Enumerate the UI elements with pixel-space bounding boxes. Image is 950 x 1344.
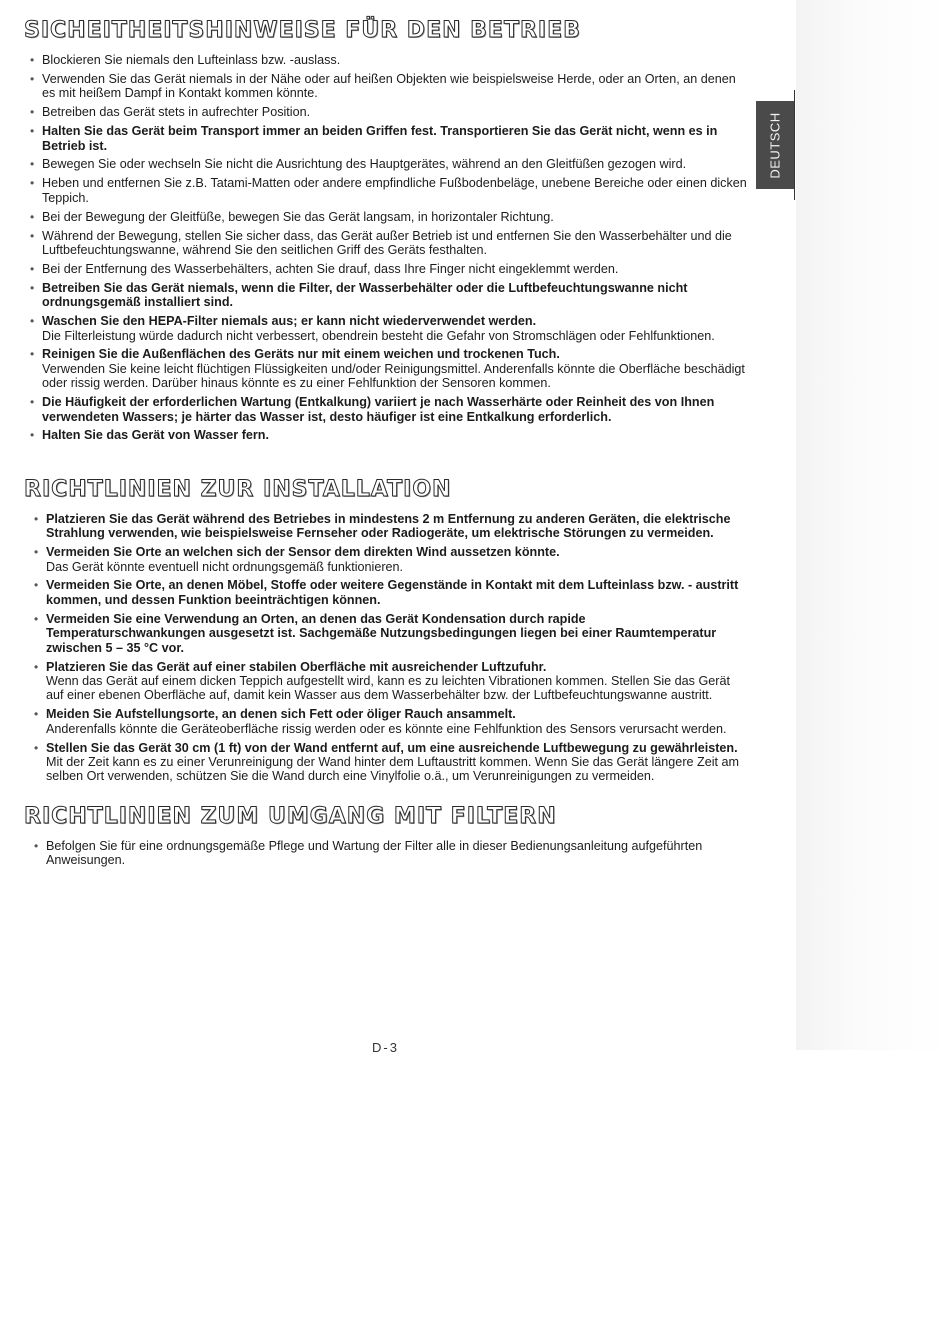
language-tab [756, 101, 794, 189]
list-betrieb [24, 53, 748, 443]
list-item [24, 262, 748, 276]
list-item [24, 124, 748, 153]
list-item-text: Verwenden Sie keine leicht flüchtigen Flüssigkeiten und/oder Reinigungsmittel. Anderenfalls könnte die Oberfläche beschädigt oder rissig werden. Darüber hinaus könnte es zu einer Fehlfunktion der Sensoren kommen. [42, 361, 745, 391]
list-item-bold-text: • Platzieren Sie das Gerät während des Betriebes in mindestens 2 m Entfernung zu anderen Geräten, die elektrische Strahlung verwenden, wie beispielsweise Fernseher oder Radiogeräte, um elektrische Störungen zu vermeiden. [46, 511, 731, 541]
list-item-text: • Heben und entfernen Sie z.B. Tatami-Matten oder andere empfindliche Fußbodenbeläge, unebene Bereiche oder einen dicken Teppich. [42, 176, 747, 205]
page-edge-line [794, 90, 795, 200]
list-item-bold-text: • Stellen Sie das Gerät 30 cm (1 ft) von der Wand entfernt auf, um eine ausreichende Luftbewegung zu gewährleisten. [46, 740, 738, 755]
list-item-text: • Während der Bewegung, stellen Sie sicher dass, das Gerät außer Betrieb ist und entfernen Sie den Wasserbehälter und die Luftbefeuchtungswanne, während Sie den seitlichen Griff des Geräts festhalten. [42, 228, 732, 257]
list-item [24, 545, 748, 574]
list-item [24, 741, 748, 784]
list-item-text: • Bewegen Sie oder wechseln Sie nicht die Ausrichtung des Hauptgerätes, während an den Gleitfüßen gezogen wird. [42, 157, 687, 172]
list-item [24, 839, 748, 868]
list-item-text: Die Filterleistung würde dadurch nicht verbessert, obendrein besteht die Gefahr von Stromschlägen oder Fehlfunktionen. [42, 328, 715, 343]
list-item [24, 395, 748, 424]
list-item [24, 512, 748, 541]
list-item-text: • Bei der Bewegung der Gleitfüße, bewegen Sie das Gerät langsam, in horizontaler Richtung. [42, 209, 554, 224]
list-item-bold-text: • Betreiben Sie das Gerät niemals, wenn die Filter, der Wasserbehälter oder die Luftbefeuchtungswanne nicht ordnungsgemäß installiert sind. [42, 280, 688, 310]
list-item-text: • Blockieren Sie niemals den Lufteinlass bzw. -auslass. [42, 53, 341, 67]
page-number: D-3 [372, 1040, 399, 1055]
list-item-bold-text: • Halten Sie das Gerät beim Transport immer an beiden Griffen fest. Transportieren Sie das Gerät nicht, wenn es in Betrieb ist. [42, 124, 718, 153]
list-item-bold-text: • Vermeiden Sie Orte, an denen Möbel, Stoffe oder weitere Gegenstände in Kontakt mit dem Lufteinlass bzw. - austritt kommen, und dessen Funktion beeinträchtigen können. [46, 578, 739, 607]
list-filter [24, 839, 748, 868]
list-item [24, 707, 748, 736]
list-item-text: • Verwenden Sie das Gerät niemals in der Nähe oder auf heißen Objekten wie beispielsweise Herde, oder an Orten, an denen es mit heißem Dampf in Kontakt kommen könnte. [42, 71, 736, 101]
list-item-bold-text: • Vermeiden Sie Orte an welchen sich der Sensor dem direkten Wind aussetzen könnte. [46, 545, 560, 560]
list-item-text: • Betreiben das Gerät stets in aufrechter Position. [42, 105, 311, 120]
list-item [24, 660, 748, 703]
list-installation [24, 512, 748, 784]
list-item [24, 229, 748, 258]
list-item-bold-text: • Halten Sie das Gerät von Wasser fern. [42, 428, 270, 443]
section-title-betrieb: SICHEITHEITSHINWEISE FÜR DEN BETRIEB [24, 18, 581, 43]
list-item [24, 210, 748, 224]
list-item-text: Wenn das Gerät auf einem dicken Teppich aufgestellt wird, kann es zu leichten Vibrationen kommen. Stellen Sie das Gerät auf einer ebenen Oberfläche auf, damit kein Wasser aus dem Wasserbehälter bzw. der Luftbefeuchtungswanne austritt. [46, 673, 730, 703]
list-item-bold-text: • Waschen Sie den HEPA-Filter niemals aus; er kann nicht wiederverwendet werden. [42, 314, 537, 329]
section-title-installation: RICHTLINIEN ZUR INSTALLATION [24, 476, 452, 502]
list-item-text: Mit der Zeit kann es zu einer Verunreinigung der Wand hinter dem Luftaustritt kommen. Wenn Sie das Gerät längere Zeit am selben Ort verwenden, schützen Sie die Wand durch eine Vinylfolie o.ä., um Verunreinigungen zu vermeiden. [46, 754, 739, 784]
list-item [24, 578, 748, 607]
list-item-bold-text: • Platzieren Sie das Gerät auf einer stabilen Oberfläche mit ausreichender Luftzufuhr. [46, 659, 547, 674]
section-title-filter: RICHTLINIEN ZUM UMGANG MIT FILTERN [24, 803, 557, 829]
list-item [24, 314, 748, 343]
document-content [24, 18, 748, 872]
page-edge-shadow [796, 0, 950, 1050]
list-item [24, 157, 748, 171]
list-item-bold-text: • Vermeiden Sie eine Verwendung an Orten, an denen das Gerät Kondensation durch rapide Temperaturschwankungen ausgesetzt ist. Sachgemäße Nutzungsbedingungen liegen bei einer Raumtemperatur zwischen 5 – 35 °C vor. [46, 611, 717, 655]
list-item-text: • Bei der Entfernung des Wasserbehälters, achten Sie drauf, dass Ihre Finger nicht eingeklemmt werden. [42, 261, 619, 276]
list-item [24, 281, 748, 310]
list-item [24, 53, 748, 67]
list-item-bold-text: • Reinigen Sie die Außenflächen des Geräts nur mit einem weichen und trockenen Tuch. [42, 347, 560, 362]
list-item [24, 612, 748, 655]
list-item [24, 176, 748, 205]
list-item-bold-text: • Die Häufigkeit der erforderlichen Wartung (Entkalkung) variiert je nach Wasserhärte oder Reinheit des von Ihnen verwendeten Wassers; je härter das Wasser ist, desto häufiger ist eine Entkalkung erforderlich. [42, 395, 715, 424]
language-tab-label: DEUTSCH [767, 111, 783, 179]
list-item-text: • Befolgen Sie für eine ordnungsgemäße Pflege und Wartung der Filter alle in dieser Bedienungsanleitung aufgeführten Anweisungen. [46, 838, 703, 868]
list-item-text: Anderenfalls könnte die Geräteoberfläche rissig werden oder es könnte eine Fehlfunktion des Sensors verursacht werden. [46, 721, 727, 736]
list-item [24, 72, 748, 101]
list-item [24, 347, 748, 390]
list-item-text: Das Gerät könnte eventuell nicht ordnungsgemäß funktionieren. [46, 559, 404, 574]
list-item-bold-text: • Meiden Sie Aufstellungsorte, an denen sich Fett oder öliger Rauch ansammelt. [46, 707, 516, 722]
list-item [24, 105, 748, 119]
list-item [24, 428, 748, 442]
